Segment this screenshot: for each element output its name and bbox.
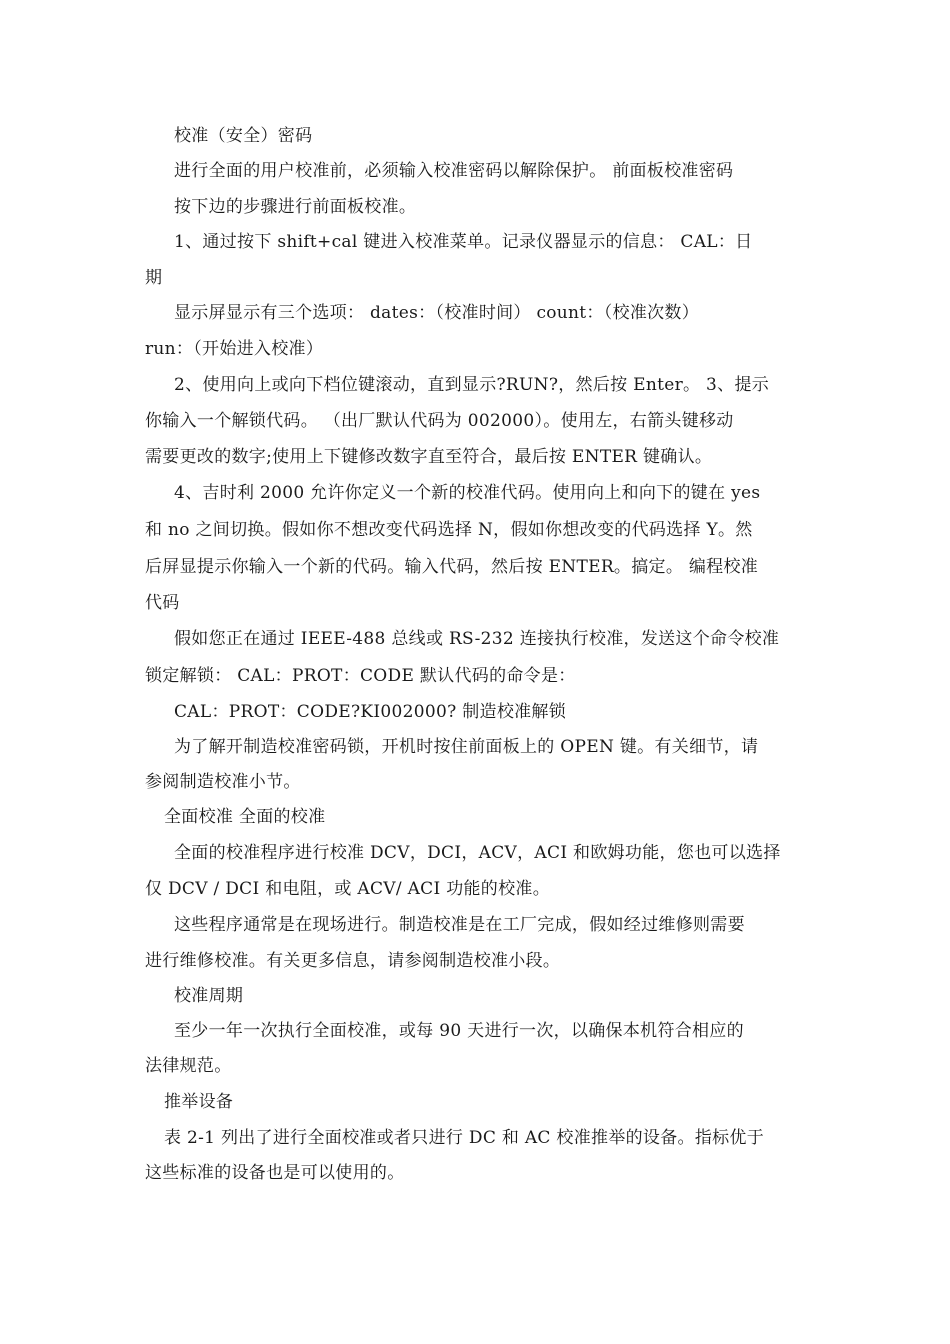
paragraph-line: 至少一年一次执行全面校准，或每 90 天进行一次，以确保本机符合相应的 [174, 1021, 744, 1041]
paragraph-line: 你输入一个解锁代码。 （出厂默认代码为 002000）。使用左，右箭头键移动 [145, 411, 734, 431]
paragraph-line: CAL：PROT：CODE?KI002000? 制造校准解锁 [174, 702, 567, 722]
paragraph-line: 代码 [145, 593, 180, 613]
paragraph-line: 期 [145, 268, 163, 288]
paragraph-line: 表 2-1 列出了进行全面校准或者只进行 DC 和 AC 校准推举的设备。指标优于 [164, 1128, 765, 1148]
paragraph-line: 假如您正在通过 IEEE-488 总线或 RS-232 连接执行校准，发送这个命令校准 [174, 629, 780, 649]
paragraph-line: 后屏显提示你输入一个新的代码。输入代码，然后按 ENTER。搞定。 编程校准 [145, 557, 759, 577]
paragraph-line: 参阅制造校准小节。 [145, 772, 301, 792]
heading-calibration-password: 校准（安全）密码 [174, 126, 313, 146]
paragraph-line: 仅 DCV / DCI 和电阻，或 ACV/ ACI 功能的校准。 [145, 879, 551, 899]
paragraph-line: 2、使用向上或向下档位键滚动，直到显示?RUN?，然后按 Enter。 3、提示 [174, 375, 770, 395]
paragraph-line: 4、吉时利 2000 允许你定义一个新的校准代码。使用向上和向下的键在 yes [174, 483, 761, 503]
heading-recommended-equipment: 推举设备 [164, 1092, 234, 1112]
paragraph-line: run：（开始进入校准） [145, 339, 324, 359]
heading-full-calibration: 全面校准 全面的校准 [164, 807, 326, 827]
paragraph-line: 为了解开制造校准密码锁，开机时按住前面板上的 OPEN 键。有关细节，请 [174, 737, 759, 757]
paragraph-line: 需要更改的数字;使用上下键修改数字直至符合，最后按 ENTER 键确认。 [145, 447, 713, 467]
heading-calibration-cycle: 校准周期 [174, 986, 244, 1006]
paragraph-line: 锁定解锁： CAL：PROT：CODE 默认代码的命令是： [145, 666, 576, 686]
paragraph-line: 1、通过按下 shift+cal 键进入校准菜单。记录仪器显示的信息： CAL：日 [174, 232, 753, 252]
paragraph-line: 进行全面的用户校准前，必须输入校准密码以解除保护。 前面板校准密码 [174, 161, 734, 181]
paragraph-line: 全面的校准程序进行校准 DCV，DCI，ACV，ACI 和欧姆功能，您也可以选择 [174, 843, 781, 863]
paragraph-line: 这些标准的设备也是可以使用的。 [145, 1163, 405, 1183]
paragraph-line: 和 no 之间切换。假如你不想改变代码选择 N，假如你想改变的代码选择 Y。然 [145, 520, 753, 540]
paragraph-line: 显示屏显示有三个选项： dates：（校准时间） count：（校准次数） [174, 303, 700, 323]
paragraph-line: 法律规范。 [145, 1056, 232, 1076]
paragraph-line: 这些程序通常是在现场进行。制造校准是在工厂完成，假如经过维修则需要 [174, 915, 745, 935]
paragraph-line: 进行维修校准。有关更多信息，请参阅制造校准小段。 [145, 951, 561, 971]
paragraph-line: 按下边的步骤进行前面板校准。 [174, 197, 417, 217]
